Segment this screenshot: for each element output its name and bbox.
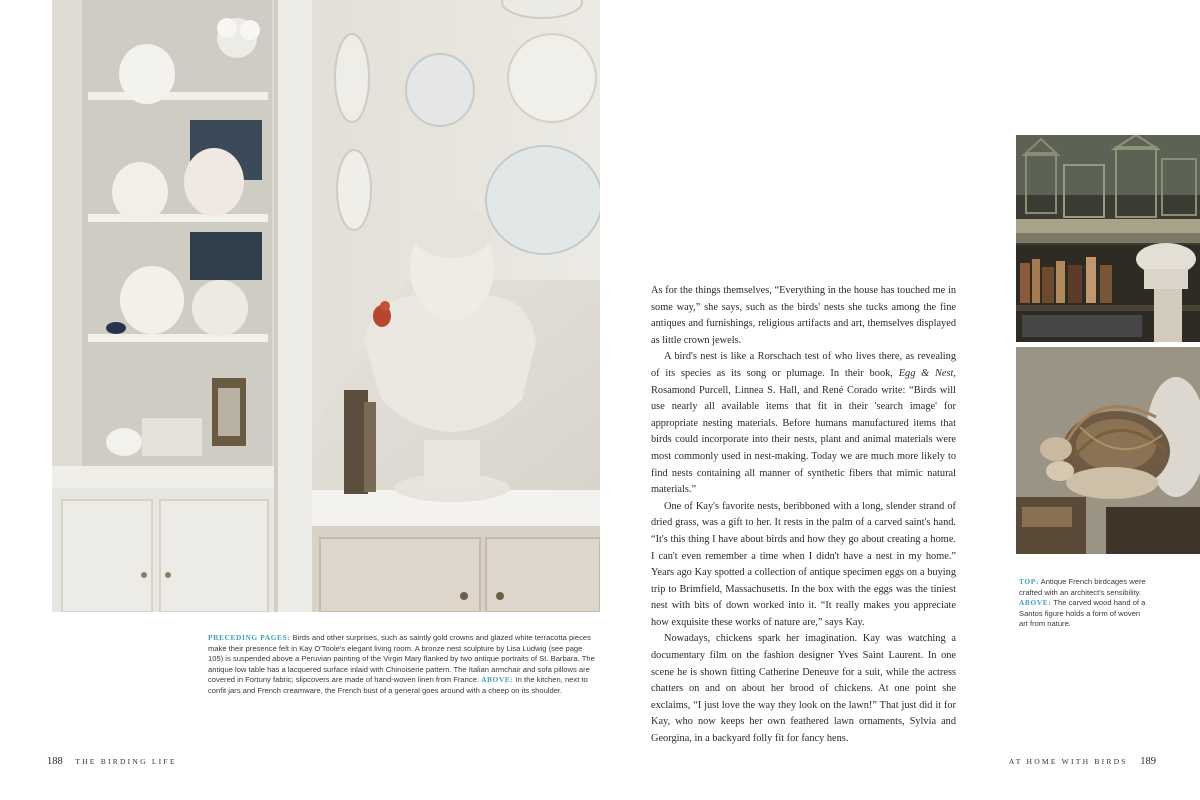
article-body <box>651 283 956 748</box>
book-title: Egg & Nest, <box>898 367 956 379</box>
folio-left <box>47 756 177 767</box>
caption-text-above: In the kitchen, next to confit jars and French creamware, the French bust of a general goes around with a cheep on its shoulder. <box>208 675 588 695</box>
running-head-right: AT HOME WITH BIRDS <box>1008 757 1128 766</box>
paragraph-3: One of Kay's favorite nests, beribboned with a long, slender strand of dried grass, was a gift to her. It rests in the palm of a carved saint's hand. “It's this thing I have about birds and how they go about creating a home. I can't even remember a time when I didn't have a nest in my home.” Years ago Kay spotted a collection of antique specimen eggs on a buying trip to Brimfield, Massachusetts. In the box with the eggs was the tiniest nest with bits of down worked into it. “It really makes you appreciate how exquisite these works of nature are,” says Kay. <box>651 500 956 628</box>
photo-birdcages <box>1016 135 1200 342</box>
caption-text-preceding: Birds and other surprises, such as saintly gold crowns and glazed white terracotta pieces make their presence felt in Kay O'Toole's elegant living room. A bronze nest sculpture by Lisa Ludwig (see page 105) is suspended above a Peruvian painting of the Virgin Mary flanked by two antique portraits of St. Barbara. The antique low table has a lacquered surface inlaid with Chinoiserie pattern. The Italian armchair and sofa pillows are covered in Fortuny fabric; slipcovers are made of hand-woven linen from France. <box>208 633 595 685</box>
page-number-left: 188 <box>47 756 63 767</box>
paragraph-2-part-a: A bird's nest is like a Rorschach test of who lives there, as revealing of its species as its song or plumage. In their book, <box>651 351 956 379</box>
running-head-left: THE BIRDING LIFE <box>75 757 177 766</box>
folio-right <box>1009 756 1156 767</box>
caption-lead-above-right: ABOVE: <box>1019 598 1052 608</box>
main-photo-kitchen-bust <box>52 0 600 612</box>
paragraph-2-part-b: Rosamond Purcell, Linnea S. Hall, and René Corado write: “Birds will use nearly all available items that fit in their 'search image' for appropriate nesting materials. Before humans manufactured items that birds could incorporate into their nests, plant and animal materials were most commonly used in nest-making. Today we are much more likely to find nests containing all manner of synthetic fibers that mimic natural materials.” <box>651 384 956 496</box>
page-number-right: 189 <box>1140 756 1156 767</box>
caption-lead-preceding: PRECEDING PAGES: <box>208 633 291 642</box>
caption-right <box>1019 577 1151 630</box>
paragraph-1: As for the things themselves, “Everything in the house has touched me in some way,” she says, such as the birds' nests she tucks among the fine antiques and furnishings, religious artifacts and art, themselves displayed as little crown jewels. <box>651 285 956 346</box>
paragraph-2 <box>651 349 956 498</box>
photo-nest-in-hand <box>1016 347 1200 554</box>
caption-lead-above: ABOVE: <box>481 675 514 685</box>
caption-text-above-right: The carved wood hand of a Santos figure holds a form of woven art from nature. <box>1019 598 1146 629</box>
caption-lead-top: TOP: <box>1019 577 1039 586</box>
caption-text-top: Antique French birdcages were crafted with an architect's sensibility. <box>1019 577 1146 597</box>
paragraph-4: Nowadays, chickens spark her imagination. Kay was watching a documentary film on the fashion designer Yves Saint Laurent. In one scene he is shown fitting Catherine Deneuve for a suit, while the actress chatters on and on about her brood of chickens. At one point she exclaims, “I just love the way they look on the lawn!” That just did it for Kay, who now keeps her own feathered lawn ornaments, Sylvia and Georgina, in a backyard folly fit for fancy hens. <box>651 633 956 745</box>
caption-left <box>208 633 596 697</box>
